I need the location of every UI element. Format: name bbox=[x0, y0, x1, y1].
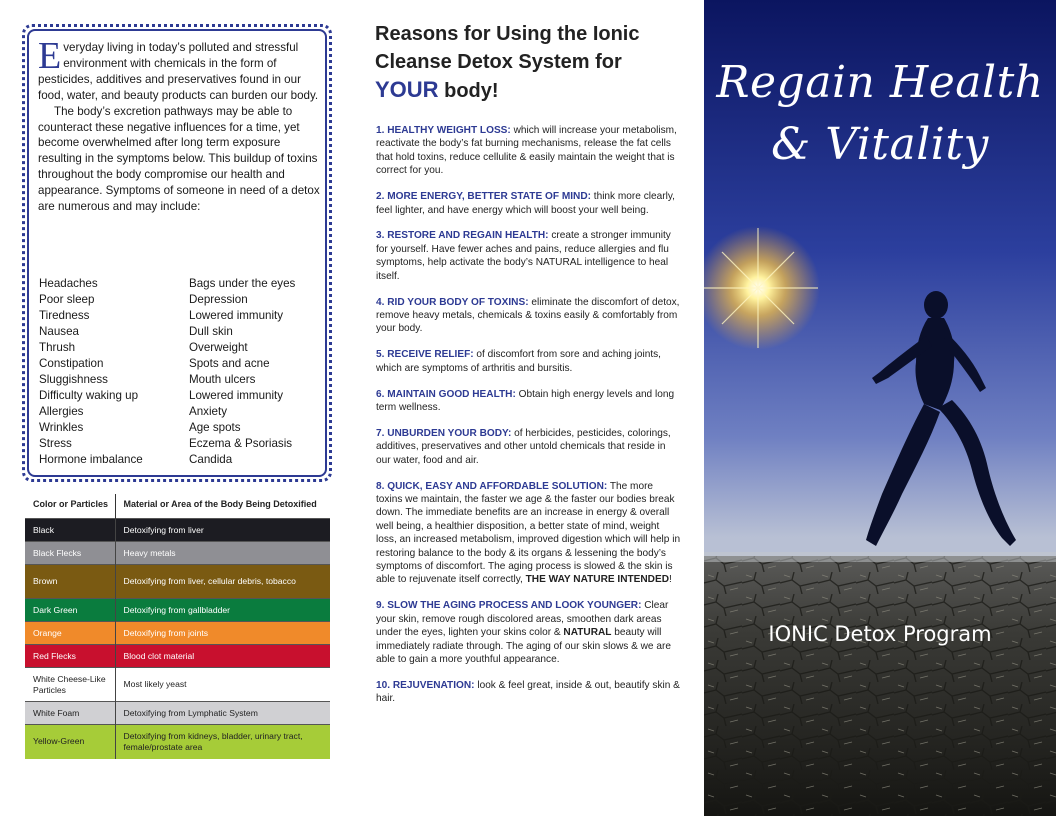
table-cell-color: Black Flecks bbox=[25, 542, 115, 565]
table-cell-area: Detoxifying from liver, cellular debris, tobacco bbox=[115, 565, 330, 599]
reason-head: 3. RESTORE AND REGAIN HEALTH: bbox=[376, 230, 549, 242]
intro-paragraph-2: The body’s excretion pathways may be able to counteract these negative influences for a time, yet become overwhelmed after long term exposure resulting in the symptoms below. This buildup of toxins throughout the body compromise our health and appearance. Symptoms of someone in need of a detox are numerous and may include: bbox=[38, 104, 320, 214]
detox-color-table bbox=[25, 494, 330, 759]
table-cell-color: White Cheese-Like Particles bbox=[25, 668, 115, 702]
reason-tail: ! bbox=[669, 574, 672, 586]
reason-head: 6. MAINTAIN GOOD HEALTH: bbox=[376, 388, 516, 400]
symptom-item: Overweight bbox=[189, 341, 248, 354]
symptom-item: Depression bbox=[189, 293, 248, 306]
symptom-item: Nausea bbox=[39, 325, 79, 338]
symptom-item: Difficulty waking up bbox=[39, 389, 139, 402]
symptom-item: Anxiety bbox=[189, 405, 228, 418]
symptom-item: Bags under the eyes bbox=[189, 277, 296, 290]
table-row bbox=[25, 622, 330, 645]
reason-body: think more clearly, feel lighter, and have energy which will boost your well being. bbox=[376, 191, 675, 216]
table-cell-area: Heavy metals bbox=[115, 542, 330, 565]
symptom-item: Hormone imbalance bbox=[39, 453, 143, 466]
table-row bbox=[25, 645, 330, 668]
table-cell-color: Brown bbox=[25, 565, 115, 599]
table-row bbox=[25, 668, 330, 702]
reason-head: 5. RECEIVE RELIEF: bbox=[376, 349, 474, 361]
intro-text bbox=[38, 35, 320, 215]
reason-head: 7. UNBURDEN YOUR BODY: bbox=[376, 427, 512, 439]
reason-body: create a stronger immunity for yourself. Have fewer aches and pains, reduce allergies and flu symptoms, help activate the body’s NATURAL intelligence to heal itself. bbox=[376, 230, 671, 282]
table-cell-area: Blood clot material bbox=[115, 645, 330, 668]
reason-head: 9. SLOW THE AGING PROCESS AND LOOK YOUNGER: bbox=[376, 600, 642, 612]
table-cell-area: Detoxifying from joints bbox=[115, 622, 330, 645]
symptom-item: Stress bbox=[39, 437, 72, 450]
symptom-item: Spots and acne bbox=[189, 357, 270, 370]
reason-body: Clear your skin, remove rough discolored areas, smoothen dark areas under the eyes, lighten your skins color & bbox=[376, 600, 669, 639]
table-cell-color: Black bbox=[25, 519, 115, 542]
reason-body: of discomfort from sore and aching joints, which are symptoms of arthritis and bursitis. bbox=[376, 349, 661, 374]
reason-body: of herbicides, pesticides, colorings, additives, preservatives and other untold chemicals that reside in our water, food and air. bbox=[376, 427, 671, 466]
table-row bbox=[25, 542, 330, 565]
table-cell-area: Most likely yeast bbox=[115, 668, 330, 702]
program-name: IONIC Detox Program bbox=[768, 622, 992, 646]
reasons-list bbox=[376, 124, 682, 718]
reason-item bbox=[376, 388, 682, 415]
symptom-item: Headaches bbox=[39, 277, 98, 290]
reason-emphasis: THE WAY NATURE INTENDED bbox=[525, 574, 669, 586]
symptom-item: Mouth ulcers bbox=[189, 373, 256, 386]
reason-item bbox=[376, 679, 682, 706]
reason-item bbox=[376, 480, 682, 587]
table-header-area: Material or Area of the Body Being Detoxified bbox=[123, 499, 317, 509]
symptom-item: Dull skin bbox=[189, 325, 233, 338]
cover-panel bbox=[704, 0, 1056, 816]
reason-item bbox=[376, 427, 682, 467]
cover-title bbox=[704, 52, 1056, 176]
symptom-item: Candida bbox=[189, 453, 233, 466]
reason-head: 1. HEALTHY WEIGHT LOSS: bbox=[376, 125, 511, 136]
symptom-item: Lowered immunity bbox=[189, 309, 284, 322]
title-line-1: Reasons for Using the Ionic bbox=[375, 23, 640, 45]
reason-head: 2. MORE ENERGY, BETTER STATE OF MIND: bbox=[376, 191, 591, 203]
cover-title-line-2: & Vitality bbox=[771, 119, 989, 170]
table-row bbox=[25, 725, 330, 759]
table-cell-color: Orange bbox=[25, 622, 115, 645]
symptom-item: Constipation bbox=[39, 357, 104, 370]
symptom-item: Poor sleep bbox=[39, 293, 95, 306]
table-row bbox=[25, 519, 330, 542]
reason-emphasis: NATURAL bbox=[563, 627, 612, 639]
reason-body: look & feel great, inside & out, beautify skin & hair. bbox=[376, 679, 680, 705]
reason-tail: beauty will immediately radiate through. The aging of our skin slows & we are able to gain a more youthful appearance. bbox=[376, 627, 671, 665]
symptom-item: Allergies bbox=[39, 405, 84, 418]
table-cell-area: Detoxifying from gallbladder bbox=[115, 599, 330, 622]
reason-body: eliminate the discomfort of detox, remove heavy metals, chemicals & toxins easily & comfortably from your body. bbox=[376, 296, 680, 335]
reason-item bbox=[376, 348, 682, 375]
dropcap: E bbox=[38, 35, 62, 77]
symptom-item: Lowered immunity bbox=[189, 389, 284, 402]
reason-item bbox=[376, 229, 682, 283]
reason-item bbox=[376, 124, 682, 178]
symptom-item: Eczema & Psoriasis bbox=[189, 437, 293, 450]
table-cell-area: Detoxifying from kidneys, bladder, urinary tract, female/prostate area bbox=[115, 725, 330, 759]
reason-body: The more toxins we maintain, the faster we age & the faster our bodies break down. The immediate benefits are an increase in energy & overall well being, a healthier disposition, a better state of mind, weight loss, an increased metabolism, improved digestion which will help in restoring balance to the body & its organs & lessening the body’s symptoms of discomfort. The aging process is slowed & the skin is able to rejuvenate itself correctly, bbox=[376, 480, 681, 586]
reason-head: 4. RID YOUR BODY OF TOXINS: bbox=[376, 296, 529, 308]
reason-body: Obtain high energy levels and long term wellness. bbox=[376, 388, 675, 413]
table-cell-color: Yellow-Green bbox=[25, 725, 115, 759]
symptom-item: Thrush bbox=[39, 341, 76, 354]
symptom-item: Tiredness bbox=[39, 309, 90, 322]
table-cell-area: Detoxifying from Lymphatic System bbox=[115, 702, 330, 725]
table-cell-area: Detoxifying from liver bbox=[115, 519, 330, 542]
table-header-color: Color or Particles bbox=[25, 494, 115, 519]
symptom-item: Age spots bbox=[189, 421, 241, 434]
table-row bbox=[25, 702, 330, 725]
title-line-2: Cleanse Detox System for bbox=[375, 51, 622, 73]
reason-head: 8. QUICK, EASY AND AFFORDABLE SOLUTION: bbox=[376, 480, 608, 492]
cover-title-line-1: Regain Health bbox=[716, 57, 1044, 108]
reason-item bbox=[376, 296, 682, 336]
table-cell-color: White Foam bbox=[25, 702, 115, 725]
reasons-title bbox=[375, 20, 685, 105]
title-end: body! bbox=[438, 80, 499, 102]
symptom-item: Wrinkles bbox=[39, 421, 84, 434]
intro-paragraph-1: veryday living in today’s polluted and stressful environment with chemicals in the form of pesticides, additives and preservatives found in our food, water, and beauty products can burden our body. bbox=[38, 41, 319, 102]
reason-head: 10. REJUVENATION: bbox=[376, 679, 475, 691]
reason-item bbox=[376, 190, 682, 217]
table-cell-color: Red Flecks bbox=[25, 645, 115, 668]
reason-body: which will increase your metabolism, reactivate the body’s fat burning mechanisms, release the fat cells that hold toxins, reduce cellulite & easily maintain the weight that is correct for you. bbox=[376, 125, 677, 177]
table-row bbox=[25, 599, 330, 622]
reason-item bbox=[376, 599, 682, 666]
symptoms-list bbox=[39, 276, 319, 468]
table-row bbox=[25, 565, 330, 599]
table-cell-color: Dark Green bbox=[25, 599, 115, 622]
symptom-item: Sluggishness bbox=[39, 373, 108, 386]
title-line-3 bbox=[375, 76, 685, 105]
title-your: YOUR bbox=[375, 77, 439, 102]
